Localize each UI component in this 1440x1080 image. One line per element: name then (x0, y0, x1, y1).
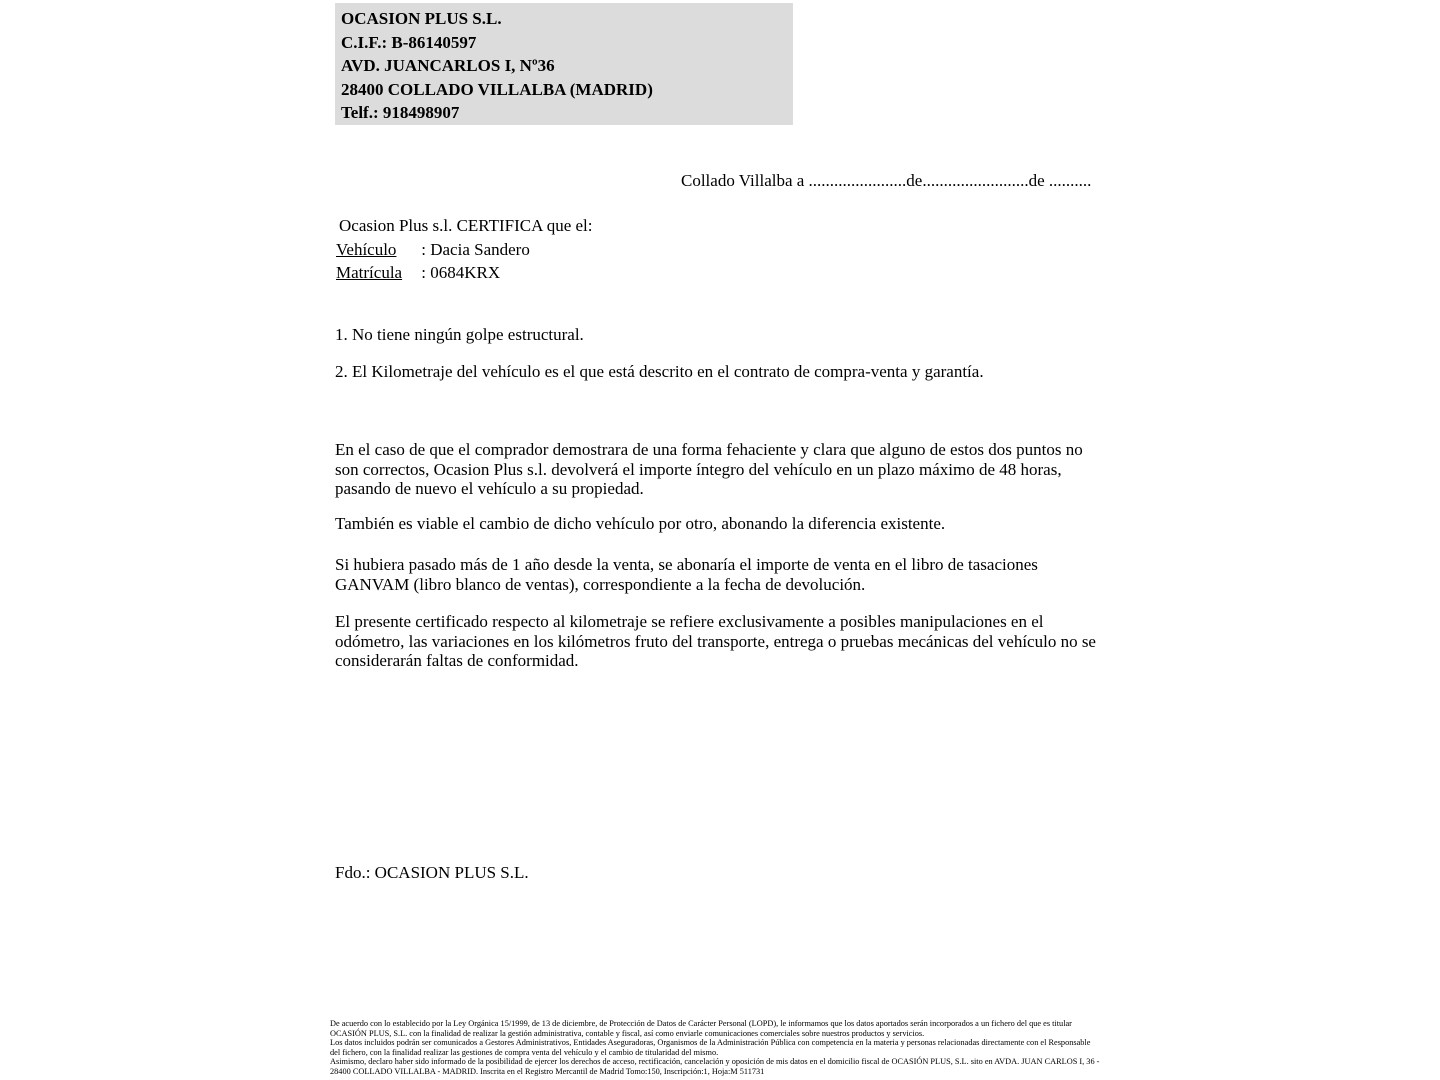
certificate-point-1: 1. No tiene ningún golpe estructural. (335, 325, 584, 344)
signature-line: Fdo.: OCASION PLUS S.L. (335, 863, 529, 882)
plate-value: : 0684KRX (417, 263, 501, 282)
plate-line (336, 263, 500, 283)
legal-footer-paragraph-data-sharing: Los datos incluidos podrán ser comunicados a Gestores Administrativos, Entidades Aseguradoras, Organismos de la Administración Pública con competencia en la materia y personas relacionadas directamente con el Responsable del fichero, con la finalidad realizar las gestiones de compra venta del vehículo y el cambio de titularidad del mismo. (330, 1038, 1091, 1057)
company-address: AVD. JUANCARLOS I, Nº36 (341, 56, 555, 75)
company-cif: C.I.F.: B-86140597 (341, 32, 477, 52)
legal-footer-paragraph-lopd: De acuerdo con lo establecido por la Ley Orgánica 15/1999, de 13 de diciembre, de Protección de Datos de Carácter Personal (LOPD), le informamos que los datos aportados serán incorporados a un fichero del que es titular OCASIÓN PLUS, S.L. con la finalidad de realizar la gestión administrativa, contable y fiscal, así como enviarle comunicaciones comerciales sobre nuestros productos y servicios. (330, 1019, 1072, 1038)
paragraph-ganvam-valuation: Si hubiera pasado más de 1 año desde la venta, se abonaría el importe de venta en el libro de tasaciones GANVAM (libro blanco de ventas), correspondiente a la fecha de devolución. (335, 555, 1038, 594)
legal-footer (330, 1019, 1102, 1077)
company-name: OCASION PLUS S.L. (341, 9, 502, 28)
legal-footer-paragraph-rights: Asimismo, declaro haber sido informado de la posibilidad de ejercer los derechos de acceso, rectificación, cancelación y oposición de mis datos en el domicilio fiscal de OCASIÓN PLUS, S.L. sito en AVDA. JUAN CARLOS I, 36 - 28400 COLLADO VILLALBA - MADRID. Inscrita en el Registro Mercantil de Madrid Tomo:150, Inscripción:1, Hoja:M 511731 (330, 1057, 1100, 1076)
vehicle-line (336, 240, 530, 260)
paragraph-exchange-option: También es viable el cambio de dicho vehículo por otro, abonando la diferencia existente. (335, 514, 946, 533)
company-city: 28400 COLLADO VILLALBA (MADRID) (341, 79, 653, 99)
paragraph-refund-terms: En el caso de que el comprador demostrara de una forma fehaciente y clara que alguno de estos dos puntos no son correctos, Ocasion Plus s.l. devolverá el importe íntegro del vehículo en un plazo máximo de 48 horas, pasando de nuevo el vehículo a su propiedad. (335, 440, 1083, 498)
plate-label-wrap (336, 263, 417, 283)
plate-label: Matrícula (336, 263, 403, 282)
vehicle-value: : Dacia Sandero (417, 240, 530, 259)
company-phone: Telf.: 918498907 (341, 103, 460, 122)
vehicle-label: Vehículo (336, 240, 397, 259)
paragraph-odometer-disclaimer: El presente certificado respecto al kilometraje se refiere exclusivamente a posibles manipulaciones en el odómetro, las variaciones en los kilómetros fruto del transporte, entrega o pruebas mecánicas del vehículo no se considerarán faltas de conformidad. (335, 612, 1096, 670)
vehicle-label-wrap (336, 240, 417, 260)
company-header-box (335, 3, 793, 125)
certify-intro: Ocasion Plus s.l. CERTIFICA que el: (339, 216, 593, 235)
date-line: Collado Villalba a .......................de.........................de .......... (681, 171, 1092, 190)
certificate-point-2: 2. El Kilometraje del vehículo es el que está descrito en el contrato de compra-venta y garantía. (335, 362, 984, 381)
